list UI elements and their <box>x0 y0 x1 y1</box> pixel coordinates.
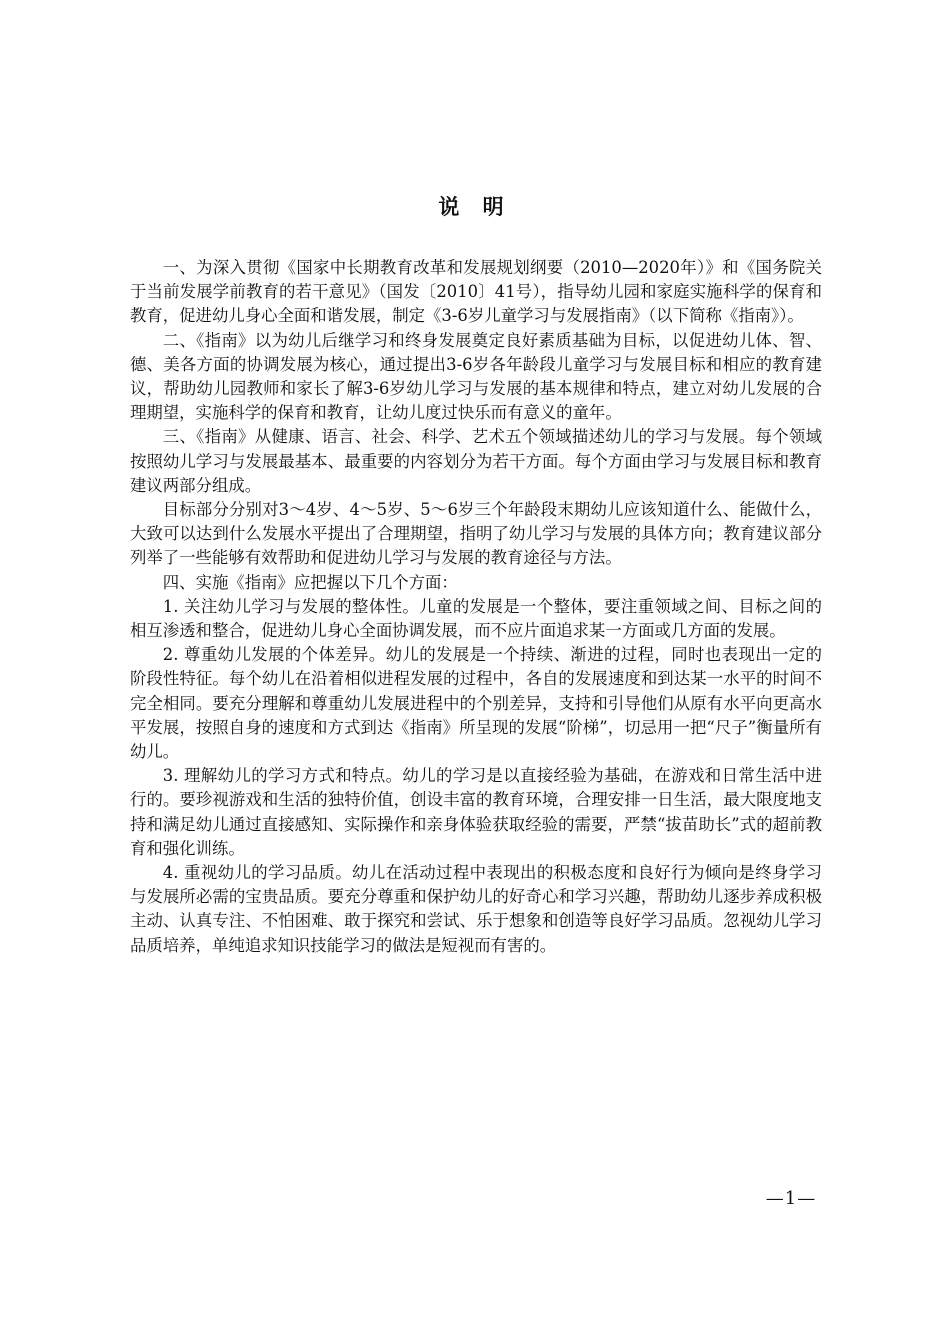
paragraph-4: 目标部分分别对3～4岁、4～5岁、5～6岁三个年龄段末期幼儿应该知道什么、能做什么，大致可以达到什么发展水平提出了合理期望，指明了幼儿学习与发展的具体方向；教育建议部分列举了一些能够有效帮助和促进幼儿学习与发展的教育途径与方法。 <box>130 500 822 568</box>
paragraph-2: 二、《指南》以为幼儿后继学习和终身发展奠定良好素质基础为目标，以促进幼儿体、智、德、美各方面的协调发展为核心，通过提出3-6岁各年龄段儿童学习与发展目标和相应的教育建议，帮助幼儿园教师和家长了解3-6岁幼儿学习与发展的基本规律和特点，建立对幼儿发展的合理期望，实施科学的保育和教育，让幼儿度过快乐而有意义的童年。 <box>130 330 822 423</box>
paragraph-1: 一、为深入贯彻《国家中长期教育改革和发展规划纲要（2010—2020年）》和《国务院关于当前发展学前教育的若干意见》（国发〔2010〕41号），指导幼儿园和家庭实施科学的保育和教育，促进幼儿身心全面和谐发展，制定《3-6岁儿童学习与发展指南》（以下简称《指南》）。 <box>130 258 822 326</box>
paragraph-7: 2. 尊重幼儿发展的个体差异。幼儿的发展是一个持续、渐进的过程，同时也表现出一定的阶段性特征。每个幼儿在沿着相似进程发展的过程中，各自的发展速度和到达某一水平的时间不完全相同。要充分理解和尊重幼儿发展进程中的个别差异，支持和引导他们从原有水平向更高水平发展，按照自身的速度和方式到达《指南》所呈现的发展“阶梯”，切忌用一把“尺子”衡量所有幼儿。 <box>130 645 822 762</box>
page-number: —1— <box>765 1188 817 1209</box>
document-body <box>130 256 822 958</box>
document-title: 说 明 <box>438 194 512 219</box>
paragraph-3: 三、《指南》从健康、语言、社会、科学、艺术五个领域描述幼儿的学习与发展。每个领域按照幼儿学习与发展最基本、最重要的内容划分为若干方面。每个方面由学习与发展目标和教育建议两部分组成。 <box>130 427 822 495</box>
paragraph-6: 1. 关注幼儿学习与发展的整体性。儿童的发展是一个整体，要注重领域之间、目标之间的相互渗透和整合，促进幼儿身心全面协调发展，而不应片面追求某一方面或几方面的发展。 <box>130 596 822 641</box>
paragraph-5: 四、实施《指南》应把握以下几个方面： <box>162 572 458 592</box>
paragraph-8: 3. 理解幼儿的学习方式和特点。幼儿的学习是以直接经验为基础，在游戏和日常生活中进行的。要珍视游戏和生活的独特价值，创设丰富的教育环境，合理安排一日生活，最大限度地支持和满足幼儿通过直接感知、实际操作和亲身体验获取经验的需要，严禁“拔苗助长”式的超前教育和强化训练。 <box>130 766 822 858</box>
paragraph-9: 4. 重视幼儿的学习品质。幼儿在活动过程中表现出的积极态度和良好行为倾向是终身学习与发展所必需的宝贵品质。要充分尊重和保护幼儿的好奇心和学习兴趣，帮助幼儿逐步养成积极主动、认真专注、不怕困难、敢于探究和尝试、乐于想象和创造等良好学习品质。忽视幼儿学习品质培养，单纯追求知识技能学习的做法是短视而有害的。 <box>130 863 822 955</box>
